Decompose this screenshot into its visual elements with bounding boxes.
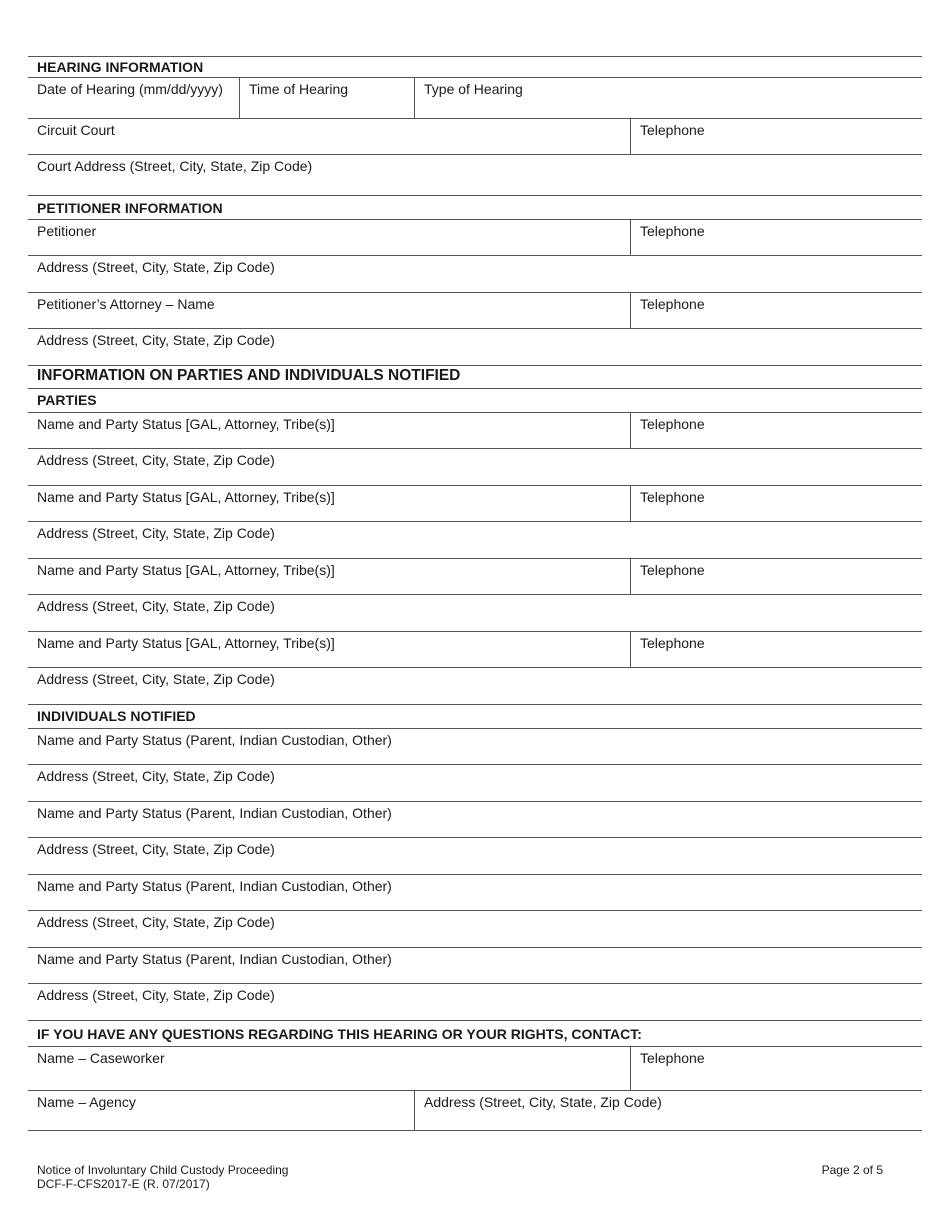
party-telephone-field[interactable]: Telephone — [630, 559, 922, 594]
individuals-section-header — [28, 704, 922, 728]
court-address-row — [28, 154, 922, 195]
hearing-type-field[interactable]: Type of Hearing — [414, 78, 922, 118]
form-id: DCF-F-CFS2017-E (R. 07/2017) — [37, 1177, 210, 1191]
form-footer — [37, 1163, 288, 1191]
petitioner-telephone-field[interactable]: Telephone — [630, 220, 922, 255]
agency-address-field[interactable]: Address (Street, City, State, Zip Code) — [414, 1091, 922, 1130]
court-address-field[interactable]: Court Address (Street, City, State, Zip Code) — [37, 158, 313, 174]
individual-name-field[interactable]: Name and Party Status (Parent, Indian Custodian, Other) — [37, 732, 392, 748]
hearing-title: HEARING INFORMATION — [37, 59, 204, 75]
party-name-field[interactable]: Name and Party Status [GAL, Attorney, Tribe(s)] — [37, 562, 335, 578]
hearing-section-header — [28, 56, 922, 77]
individual-name-field[interactable]: Name and Party Status (Parent, Indian Custodian, Other) — [37, 878, 392, 894]
page-number: Page 2 of 5 — [821, 1163, 883, 1177]
party-address-row — [28, 594, 922, 631]
party-row — [28, 412, 922, 448]
parties-title: PARTIES — [37, 392, 97, 408]
attorney-address-field[interactable]: Address (Street, City, State, Zip Code) — [37, 332, 275, 348]
party-name-field[interactable]: Name and Party Status [GAL, Attorney, Tribe(s)] — [37, 489, 335, 505]
form-title: Notice of Involuntary Child Custody Proceeding — [37, 1163, 289, 1177]
individual-address-field[interactable]: Address (Street, City, State, Zip Code) — [37, 914, 275, 930]
petitioner-attorney-field[interactable]: Petitioner’s Attorney – Name — [37, 296, 215, 312]
caseworker-field[interactable]: Name – Caseworker — [37, 1050, 165, 1066]
individual-name-field[interactable]: Name and Party Status (Parent, Indian Custodian, Other) — [37, 951, 392, 967]
parties-subheader — [28, 388, 922, 412]
attorney-address-row — [28, 328, 922, 365]
petitioner-title: PETITIONER INFORMATION — [37, 200, 223, 216]
hearing-time-field[interactable]: Time of Hearing — [239, 78, 414, 118]
individual-address-row — [28, 983, 922, 1020]
individual-row — [28, 947, 922, 983]
attorney-telephone-field[interactable]: Telephone — [630, 293, 922, 328]
party-address-row — [28, 667, 922, 704]
individual-address-field[interactable]: Address (Street, City, State, Zip Code) — [37, 768, 275, 784]
party-row — [28, 485, 922, 521]
hearing-date-field[interactable]: Date of Hearing (mm/dd/yyyy) — [37, 81, 223, 97]
caseworker-telephone-field[interactable]: Telephone — [630, 1047, 922, 1090]
individual-address-row — [28, 764, 922, 801]
party-address-field[interactable]: Address (Street, City, State, Zip Code) — [37, 598, 275, 614]
individual-row — [28, 874, 922, 910]
party-telephone-field[interactable]: Telephone — [630, 632, 922, 667]
petitioner-address-row — [28, 255, 922, 292]
petitioner-section-header — [28, 195, 922, 219]
hearing-row — [28, 77, 922, 118]
individuals-title: INDIVIDUALS NOTIFIED — [37, 708, 196, 724]
contact-title: IF YOU HAVE ANY QUESTIONS REGARDING THIS HEARING OR YOUR RIGHTS, CONTACT: — [37, 1026, 642, 1042]
petitioner-field[interactable]: Petitioner — [37, 223, 97, 239]
parties-section-title: INFORMATION ON PARTIES AND INDIVIDUALS NOTIFIED — [37, 367, 461, 384]
individual-address-row — [28, 910, 922, 947]
agency-row — [28, 1090, 922, 1130]
parties-section-header — [28, 365, 922, 388]
party-address-field[interactable]: Address (Street, City, State, Zip Code) — [37, 525, 275, 541]
individual-address-row — [28, 837, 922, 874]
party-row — [28, 631, 922, 667]
party-address-field[interactable]: Address (Street, City, State, Zip Code) — [37, 671, 275, 687]
party-address-row — [28, 521, 922, 558]
party-address-row — [28, 448, 922, 485]
party-address-field[interactable]: Address (Street, City, State, Zip Code) — [37, 452, 275, 468]
agency-field[interactable]: Name – Agency — [37, 1094, 136, 1110]
party-row — [28, 558, 922, 594]
contact-section-header — [28, 1020, 922, 1046]
court-row — [28, 118, 922, 154]
individual-address-field[interactable]: Address (Street, City, State, Zip Code) — [37, 841, 275, 857]
individual-row — [28, 728, 922, 764]
caseworker-row — [28, 1046, 922, 1090]
form-bottom-rule — [28, 1130, 922, 1131]
custody-notice-form — [28, 56, 922, 1131]
party-telephone-field[interactable]: Telephone — [630, 486, 922, 521]
petitioner-row — [28, 219, 922, 255]
petitioner-address-field[interactable]: Address (Street, City, State, Zip Code) — [37, 259, 275, 275]
circuit-court-field[interactable]: Circuit Court — [37, 122, 115, 138]
individual-row — [28, 801, 922, 837]
attorney-row — [28, 292, 922, 328]
individual-name-field[interactable]: Name and Party Status (Parent, Indian Custodian, Other) — [37, 805, 392, 821]
party-telephone-field[interactable]: Telephone — [630, 413, 922, 448]
party-name-field[interactable]: Name and Party Status [GAL, Attorney, Tribe(s)] — [37, 635, 335, 651]
party-name-field[interactable]: Name and Party Status [GAL, Attorney, Tribe(s)] — [37, 416, 335, 432]
court-telephone-field[interactable]: Telephone — [630, 119, 922, 154]
individual-address-field[interactable]: Address (Street, City, State, Zip Code) — [37, 987, 275, 1003]
